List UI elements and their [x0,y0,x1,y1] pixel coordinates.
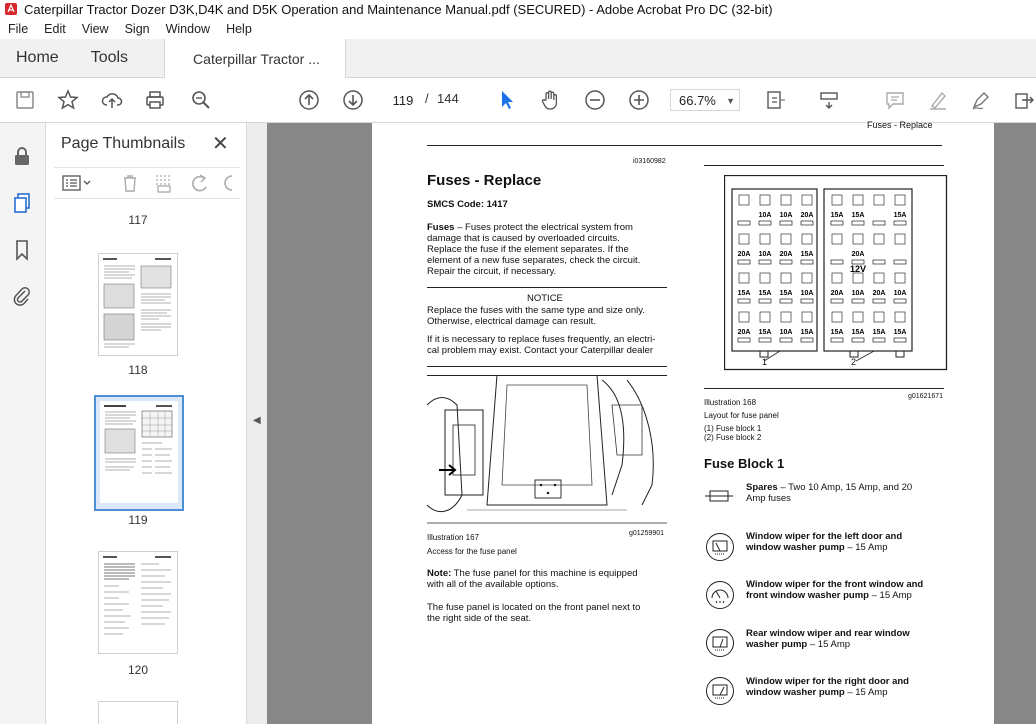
section-title: Fuses - Replace [427,172,542,189]
tab-tools[interactable]: Tools [90,49,129,66]
fuses-line-4: element of a new fuse separates, check the circuit. [427,255,641,266]
menu-view[interactable]: View [81,21,109,36]
illustration-167-fuse-panel-access [427,375,667,527]
zoom-level-select[interactable] [670,89,740,111]
fuse-amp-label: 10A [779,329,793,336]
fuse-amp-label: 15A [851,212,865,219]
zoom-value: 66.7% [679,93,716,108]
item-spares-line-1: – Two 10 Amp, 15 Amp, and 20 [777,482,913,493]
item-3-line-2: front window washer pump [746,590,869,601]
fuses-line-3: Replace the fuse if the element separates. If the [427,244,629,255]
fuse-amp-label: 15A [830,329,844,336]
window-title: Caterpillar Tractor Dozer D3K,D4K and D5K Operation and Maintenance Manual.pdf (SECURED) - Adobe Acrobat Pro DC (32-bit) [24,1,773,17]
select-cursor-icon[interactable] [495,88,519,112]
menu-file[interactable]: File [8,21,29,36]
upload-cloud-icon[interactable] [100,88,124,112]
zoom-out-icon[interactable] [583,88,607,112]
fuse-amp-label: 15A [779,290,793,297]
fuse-amp-label: 10A [851,290,865,297]
thumbnail-list [46,205,230,724]
window-titlebar [0,0,1036,18]
item-4-tail: – 15 Amp [807,639,851,650]
notice-line-4: cal problem may exist. Contact your Caterpillar dealer [427,345,653,356]
running-header: Fuses - Replace [867,120,933,130]
notice-line-1: Replace the fuses with the same type and size only. [427,305,645,316]
item-2-lead: Window wiper for the left door and [746,531,903,542]
fuse-amp-label: 20A [851,251,865,258]
wiper-left-door-icon [706,533,734,561]
fuses-line-2: damage that is caused by overloaded circuits. [427,233,620,244]
tab-document[interactable]: Caterpillar Tractor ... [164,39,346,78]
callout-1: 1 [762,357,768,367]
page-fit-icon[interactable] [763,88,787,112]
notice-title: NOTICE [527,293,563,304]
illustration-167-rule [427,375,667,376]
thumbnail-page-119[interactable] [94,395,184,511]
item-rear-wiper [746,628,946,650]
fuses-line-1: – Fuses protect the electrical system from [454,222,633,233]
rotate-left-icon[interactable] [190,173,212,193]
illustration-167-label: Illustration 167 [427,533,480,542]
fuse-amp-label: 10A [779,212,793,219]
menu-help[interactable]: Help [226,21,252,36]
thumbnail-label-118: 118 [128,363,148,377]
thumbnail-page-121[interactable] [98,701,178,724]
item-5-tail: – 15 Amp [844,687,888,698]
notice-text [427,305,672,356]
fuses-lead: Fuses [427,222,455,233]
header-rule [427,145,942,146]
fuse-amp-label: 20A [800,212,814,219]
close-icon[interactable]: ✕ [212,133,229,155]
item-spares-line-2: Amp fuses [746,493,791,504]
thumbnails-panel [46,123,246,724]
illustration-167-code: g01259901 [629,530,665,537]
thumbnail-page-118[interactable] [98,253,178,356]
previous-page-icon[interactable] [297,88,321,112]
item-2-tail: – 15 Amp [844,542,888,553]
notice-line-3: If it is necessary to replace fuses frequently, an electri- [427,334,656,345]
panel-toolbar [54,167,240,199]
thumbnail-label-120: 120 [127,663,149,677]
delete-page-icon[interactable] [120,173,140,193]
item-2-line-2: window washer pump [746,542,845,553]
tab-home[interactable]: Home [16,49,59,66]
hand-tool-icon[interactable] [538,88,562,112]
pdf-page [372,120,994,724]
fuse-block-heading: Fuse Block 1 [704,456,785,471]
thumbnail-preview-120 [99,552,177,653]
comment-icon[interactable] [883,88,907,112]
note-line-2: with all of the available options. [427,579,559,590]
collapse-panel-icon[interactable]: ◀ [253,415,261,426]
wiper-rear-window-icon [706,629,734,657]
menu-edit[interactable]: Edit [44,21,66,36]
doc-id: i03160982 [633,158,666,165]
notice-line-2: Otherwise, electrical damage can result. [427,316,596,327]
main-toolbar [0,78,1036,123]
item-left-door-wiper [746,531,946,553]
fuse-amp-label: 10A [758,212,772,219]
fuse-amp-label: 15A [872,329,886,336]
fuse-amp-label: 20A [737,251,751,258]
right-column-rule [704,165,944,166]
document-viewer[interactable] [267,120,1036,724]
save-icon[interactable] [13,88,37,112]
thumbnail-page-120[interactable] [98,551,178,654]
fuse-amp-label: 15A [737,290,751,297]
chevron-down-icon: ▼ [726,96,735,106]
thumbnail-preview-119 [100,401,178,503]
wiper-right-door-icon [706,677,734,705]
item-5-line-2: window washer pump [746,687,845,698]
fuse-amp-label: 10A [758,251,772,258]
illustration-168-rule [704,388,944,389]
acrobat-app-icon [4,2,18,16]
fuse-amp-label: 20A [779,251,793,258]
illustration-167-caption: Access for the fuse panel [427,547,517,556]
fuse-amp-label: 15A [800,329,814,336]
note-line-1: The fuse panel for this machine is equipped [451,568,638,579]
voltage-label: 12V [849,264,867,274]
fuse-amp-label: 10A [893,290,907,297]
page-number-input[interactable]: 119 [383,89,423,113]
illustration-168-label: Illustration 168 [704,398,757,407]
callout-2: 2 [851,357,857,367]
rotate-right-icon[interactable] [222,173,240,193]
fuse-amp-label: 15A [800,251,814,258]
lock-icon[interactable] [10,144,34,168]
fuses-paragraph [427,222,667,277]
scrolling-mode-icon[interactable] [817,88,841,112]
fuse-amp-label: 20A [830,290,844,297]
extract-pages-icon[interactable] [153,173,175,193]
tab-bar [0,39,1036,78]
item-4-lead: Rear window wiper and rear window [746,628,910,639]
menu-sign[interactable]: Sign [124,21,150,36]
location-line-1: The fuse panel is located on the front panel next to [427,602,641,613]
panel-splitter[interactable] [246,123,268,724]
page-total: 144 [437,91,459,106]
thumbnail-label-119: 119 [128,513,148,527]
attachments-icon[interactable] [10,284,34,308]
export-icon[interactable] [1012,88,1036,112]
illustration-168-code: g01621671 [908,393,944,400]
location-paragraph [427,602,672,624]
item-5-lead: Window wiper for the right door and [746,676,909,687]
next-page-icon[interactable] [341,88,365,112]
item-3-tail: – 15 Amp [868,590,912,601]
item-front-wiper [746,579,946,601]
sign-pen-icon[interactable] [969,88,993,112]
notice-rule-bottom [427,366,667,367]
zoom-in-icon[interactable] [627,88,651,112]
page-separator: / [425,91,429,106]
fuse-block-2-label: (2) Fuse block 2 [704,433,762,442]
note-paragraph [427,568,672,590]
fuse-amp-label: 15A [893,212,907,219]
fuse-amp-label: 20A [872,290,886,297]
search-zoom-icon[interactable] [189,88,213,112]
item-spares [746,482,946,504]
item-4-line-2: washer pump [746,639,808,650]
fuse-block-1-label: (1) Fuse block 1 [704,424,762,433]
fuses-line-5: Repair the circuit, if necessary. [427,266,557,277]
page-thumbnails-icon[interactable] [10,191,34,215]
panel-title: Page Thumbnails [61,135,186,152]
illustration-168-fuse-panel-layout [724,175,948,371]
thumbnail-preview-118 [99,254,177,355]
thumbnail-options-icon[interactable] [62,174,92,192]
fuse-spares-icon [705,488,733,504]
menu-window[interactable]: Window [165,21,211,36]
fuse-amp-label: 15A [830,212,844,219]
fuse-amp-label: 15A [851,329,865,336]
highlight-pen-icon[interactable] [926,88,950,112]
location-line-2: the right side of the seat. [427,613,532,624]
item-3-lead: Window wiper for the front window and [746,579,924,590]
bookmarks-icon[interactable] [10,238,34,262]
fuse-amp-label: 10A [800,290,814,297]
print-icon[interactable] [143,88,167,112]
illustration-168-caption: Layout for fuse panel [704,411,779,420]
smcs-code: SMCS Code: 1417 [427,199,508,210]
fuse-amp-label: 15A [758,290,772,297]
fuse-amp-label: 20A [737,329,751,336]
fuse-amp-label: 15A [893,329,907,336]
left-tool-rail [0,123,46,724]
thumbnail-label-117: 117 [128,213,148,227]
bookmark-star-icon[interactable] [56,88,80,112]
item-spares-lead: Spares [746,482,778,493]
menu-bar [0,18,1036,39]
wiper-front-window-icon [706,581,734,609]
fuse-amp-label: 15A [758,329,772,336]
item-right-door-wiper [746,676,946,698]
note-lead: Note: [427,568,452,579]
notice-rule-top [427,287,667,288]
